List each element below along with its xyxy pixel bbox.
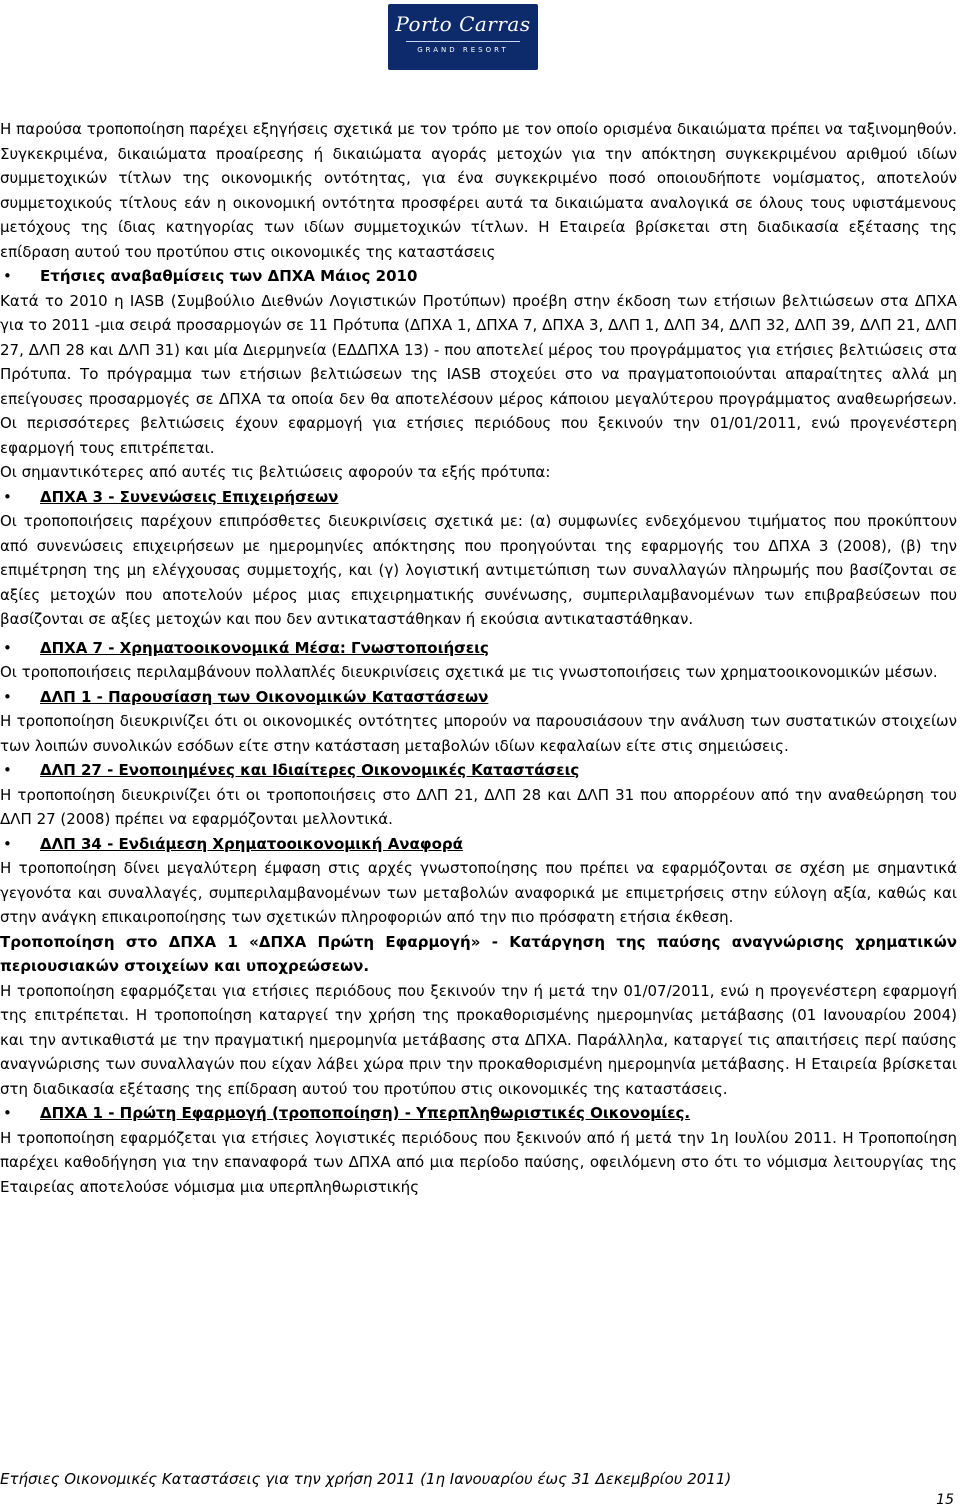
paragraph: Η παρούσα τροποποίηση παρέχει εξηγήσεις σχετικά με τον τρόπο με τον οποίο ορισμένα δικαιώματα πρέπει να ταξινομηθούν. Συγκεκριμένα, δικαιώματα προαίρεσης ή δικαιώματα αγοράς μετοχών για την απόκτηση συγκεκριμένου αριθμού ιδίων συμμετοχικών τίτλων της οικονομικής οντότητας, για ένα συγκεκριμένο ποσό οποιουδήποτε νομίσματος, αποτελούν συμμετοχικούς τίτλους εάν η οικονομική οντότητα προσφέρει αυτά τα δικαιώματα αναλογικά σε όλους τους υφιστάμενους μετόχους της ίδιας κατηγορίας των ιδίων συμμετοχικών τίτλων. Η Εταιρεία βρίσκεται στη διαδικασία εξέτασης της επίδραση αυτού του προτύπου στις οικονομικές της καταστάσεις [0, 120, 957, 261]
logo-subtitle: GRAND RESORT [417, 46, 509, 54]
logo-divider [406, 41, 520, 42]
section-heading-ifrs1 [0, 1101, 957, 1126]
paragraph: Κατά το 2010 η IASB (Συμβούλιο Διεθνών Λογιστικών Προτύπων) προέβη στην έκδοση των ετήσιων βελτιώσεων στα ΔΠΧΑ για το 2011 -μια σειρά προσαρμογών σε 11 Πρότυπα (ΔΠΧΑ 1, ΔΠΧΑ 7, ΔΠΧΑ 3, ΔΛΠ 1, ΔΛΠ 34, ΔΛΠ 32, ΔΛΠ 39, ΔΛΠ 21, ΔΛΠ 27, ΔΛΠ 28 και ΔΛΠ 31) και μία Διερμηνεία (ΕΔΔΠΧΑ 13) - που αποτελεί μέρος του προγράμματος για ετήσιες βελτιώσεις στα Πρότυπα. Το πρόγραμμα των ετήσιων βελτιώσεων της IASB στοχεύει στο να πραγματοποιούνται απαραίτητες αλλά μη επείγουσες προσαρμογές σε ΔΠΧΑ τα οποία δεν θα αποτελέσουν μέρος κάποιου μεγαλύτερου προγράμματος αναθεωρήσεων. Οι περισσότερες βελτιώσεις έχουν εφαρμογή για ετήσιες περιόδους που ξεκινούν την 01/01/2011, ενώ προγενέστερη εφαρμογή τους επιτρέπεται. [0, 291, 957, 457]
heading-text: ΔΛΠ 34 - Ενδιάμεση Χρηματοοικονομική Αναφορά [40, 834, 463, 853]
document-body [0, 117, 957, 1199]
paragraph: Οι σημαντικότερες από αυτές τις βελτιώσεις αφορούν τα εξής πρότυπα: [0, 463, 551, 481]
section-heading-ias1 [0, 685, 957, 710]
paragraph: Η τροποποίηση διευκρινίζει ότι οι οικονομικές οντότητες μπορούν να παρουσιάσουν την ανάλυση των συστατικών στοιχείων των λοιπών συνολικών εσόδων είτε στην κατάσταση μεταβολών ιδίων κεφαλαίων είτε στις σημειώσεις. [0, 712, 957, 755]
paragraph: Η τροποποίηση εφαρμόζεται για ετήσιες περιόδους που ξεκινούν την ή μετά την 01/07/2011, ενώ η προγενέστερη εφαρμογή της επιτρέπεται. Η τροποποίηση καταργεί την χρήση της προκαθορισμένης ημερομηνίας μετάβασης (01 Ιανουαρίου 2004) και την αντικαθιστά με την πραγματική ημερομηνία μετάβασης στα ΔΠΧΑ. Παράλληλα, καταργεί τις απαιτήσεις περί παύσης αναγνώρισης των συναλλαγών που είχαν λάβει χώρα πριν την προκαθορισμένη ημερομηνία μετάβασης. Η Εταιρεία βρίσκεται στη διαδικασία εξέτασης της επίδραση αυτού του προτύπου στις οικονομικές της καταστάσεις. [0, 981, 957, 1098]
footer-title: Ετήσιες Οικονομικές Καταστάσεις για την χρήση 2011 (1η Ιανουαρίου έως 31 Δεκεμβρίου 2011) [0, 1470, 732, 1488]
paragraph: Οι τροποποιήσεις περιλαμβάνουν πολλαπλές διευκρινίσεις σχετικά με τις γνωστοποιήσεις των χρηματοοικονομικών μέσων. [0, 663, 938, 681]
section-heading-ifrs1-amendment: Τροποποίηση στο ΔΠΧΑ 1 «ΔΠΧΑ Πρώτη Εφαρμογή» - Κατάργηση της παύσης αναγνώρισης χρηματικών περιουσιακών στοιχείων και υποχρεώσεων. [0, 932, 957, 975]
heading-text: ΔΛΠ 1 - Παρουσίαση των Οικονομικών Καταστάσεων [40, 687, 489, 706]
heading-text: ΔΠΧΑ 7 - Χρηματοοικονομικά Μέσα: Γνωστοποιήσεις [40, 638, 489, 657]
paragraph: Η τροποποίηση διευκρινίζει ότι οι τροποποιήσεις στο ΔΛΠ 21, ΔΛΠ 28 και ΔΛΠ 31 που απορρέουν από την αναθεώρηση του ΔΛΠ 27 (2008) πρέπει να εφαρμόζονται μελλοντικά. [0, 785, 957, 828]
company-logo [388, 4, 538, 70]
section-heading-annual-improvements [0, 264, 957, 289]
heading-text: ΔΠΧΑ 1 - Πρώτη Εφαρμογή (τροποποίηση) - Υπερπληθωριστικές Οικονομίες. [40, 1104, 691, 1122]
paragraph: Η τροποποίηση εφαρμόζεται για ετήσιες λογιστικές περιόδους που ξεκινούν από ή μετά την 1η Ιουλίου 2011. Η Τροποποίηση παρέχει καθοδήγηση για την επαναφορά των ΔΠΧΑ από μια περίοδο παύσης, οφειλόμενη στο ότι το νόμισμα λειτουργίας της Εταιρείας αποτελούσε νόμισμα μια υπερπληθωριστικής [0, 1128, 957, 1196]
logo-script-text: Porto Carras [395, 12, 531, 36]
section-heading-ias34 [0, 832, 957, 857]
page-number: 15 [936, 1492, 954, 1508]
paragraph: Η τροποποίηση δίνει μεγαλύτερη έμφαση στις αρχές γνωστοποίησης που πρέπει να εφαρμόζονται σε σχέση με σημαντικά γεγονότα και συναλλαγές, συμπεριλαμβανομένων των μεταβολών αναφορικά με επιμετρήσεις στην εύλογη αξία, καθώς και στην ανάγκη επικαιροποίησης των σχετικών πληροφοριών από την πιο πρόσφατη ετήσια έκθεση. [0, 859, 957, 926]
section-heading-ifrs7 [0, 636, 957, 661]
paragraph: Οι τροποποιήσεις παρέχουν επιπρόσθετες διευκρινίσεις σχετικά με: (α) συμφωνίες ενδεχόμενου τιμήματος που προκύπτουν από συνενώσεις επιχειρήσεων με ημερομηνίες απόκτησης που προηγούνται της εφαρμογής του ΔΠΧΑ 3 (2008), (β) την επιμέτρηση της μη ελέγχουσας συμμετοχής, και (γ) λογιστική αντιμετώπιση των συναλλαγών πληρωμής που βασίζονται σε αξίες μετοχών που αποτελούν μέρος μιας επιχειρηματικής συνένωσης, συμπεριλαμβανομένων των επιβραβεύσεων που βασίζονται σε αξίες μετοχών και που δεν αντικαταστάθηκαν ή εκούσια αντικαταστάθηκαν. [0, 512, 957, 628]
heading-text: Ετήσιες αναβαθμίσεις των ΔΠΧΑ Μάιος 2010 [40, 267, 418, 285]
heading-text: ΔΠΧΑ 3 - Συνενώσεις Επιχειρήσεων [40, 487, 339, 506]
section-heading-ifrs3 [0, 485, 957, 510]
section-heading-ias27 [0, 758, 957, 783]
heading-text: ΔΛΠ 27 - Ενοποιημένες και Ιδιαίτερες Οικονομικές Καταστάσεις [40, 761, 580, 779]
